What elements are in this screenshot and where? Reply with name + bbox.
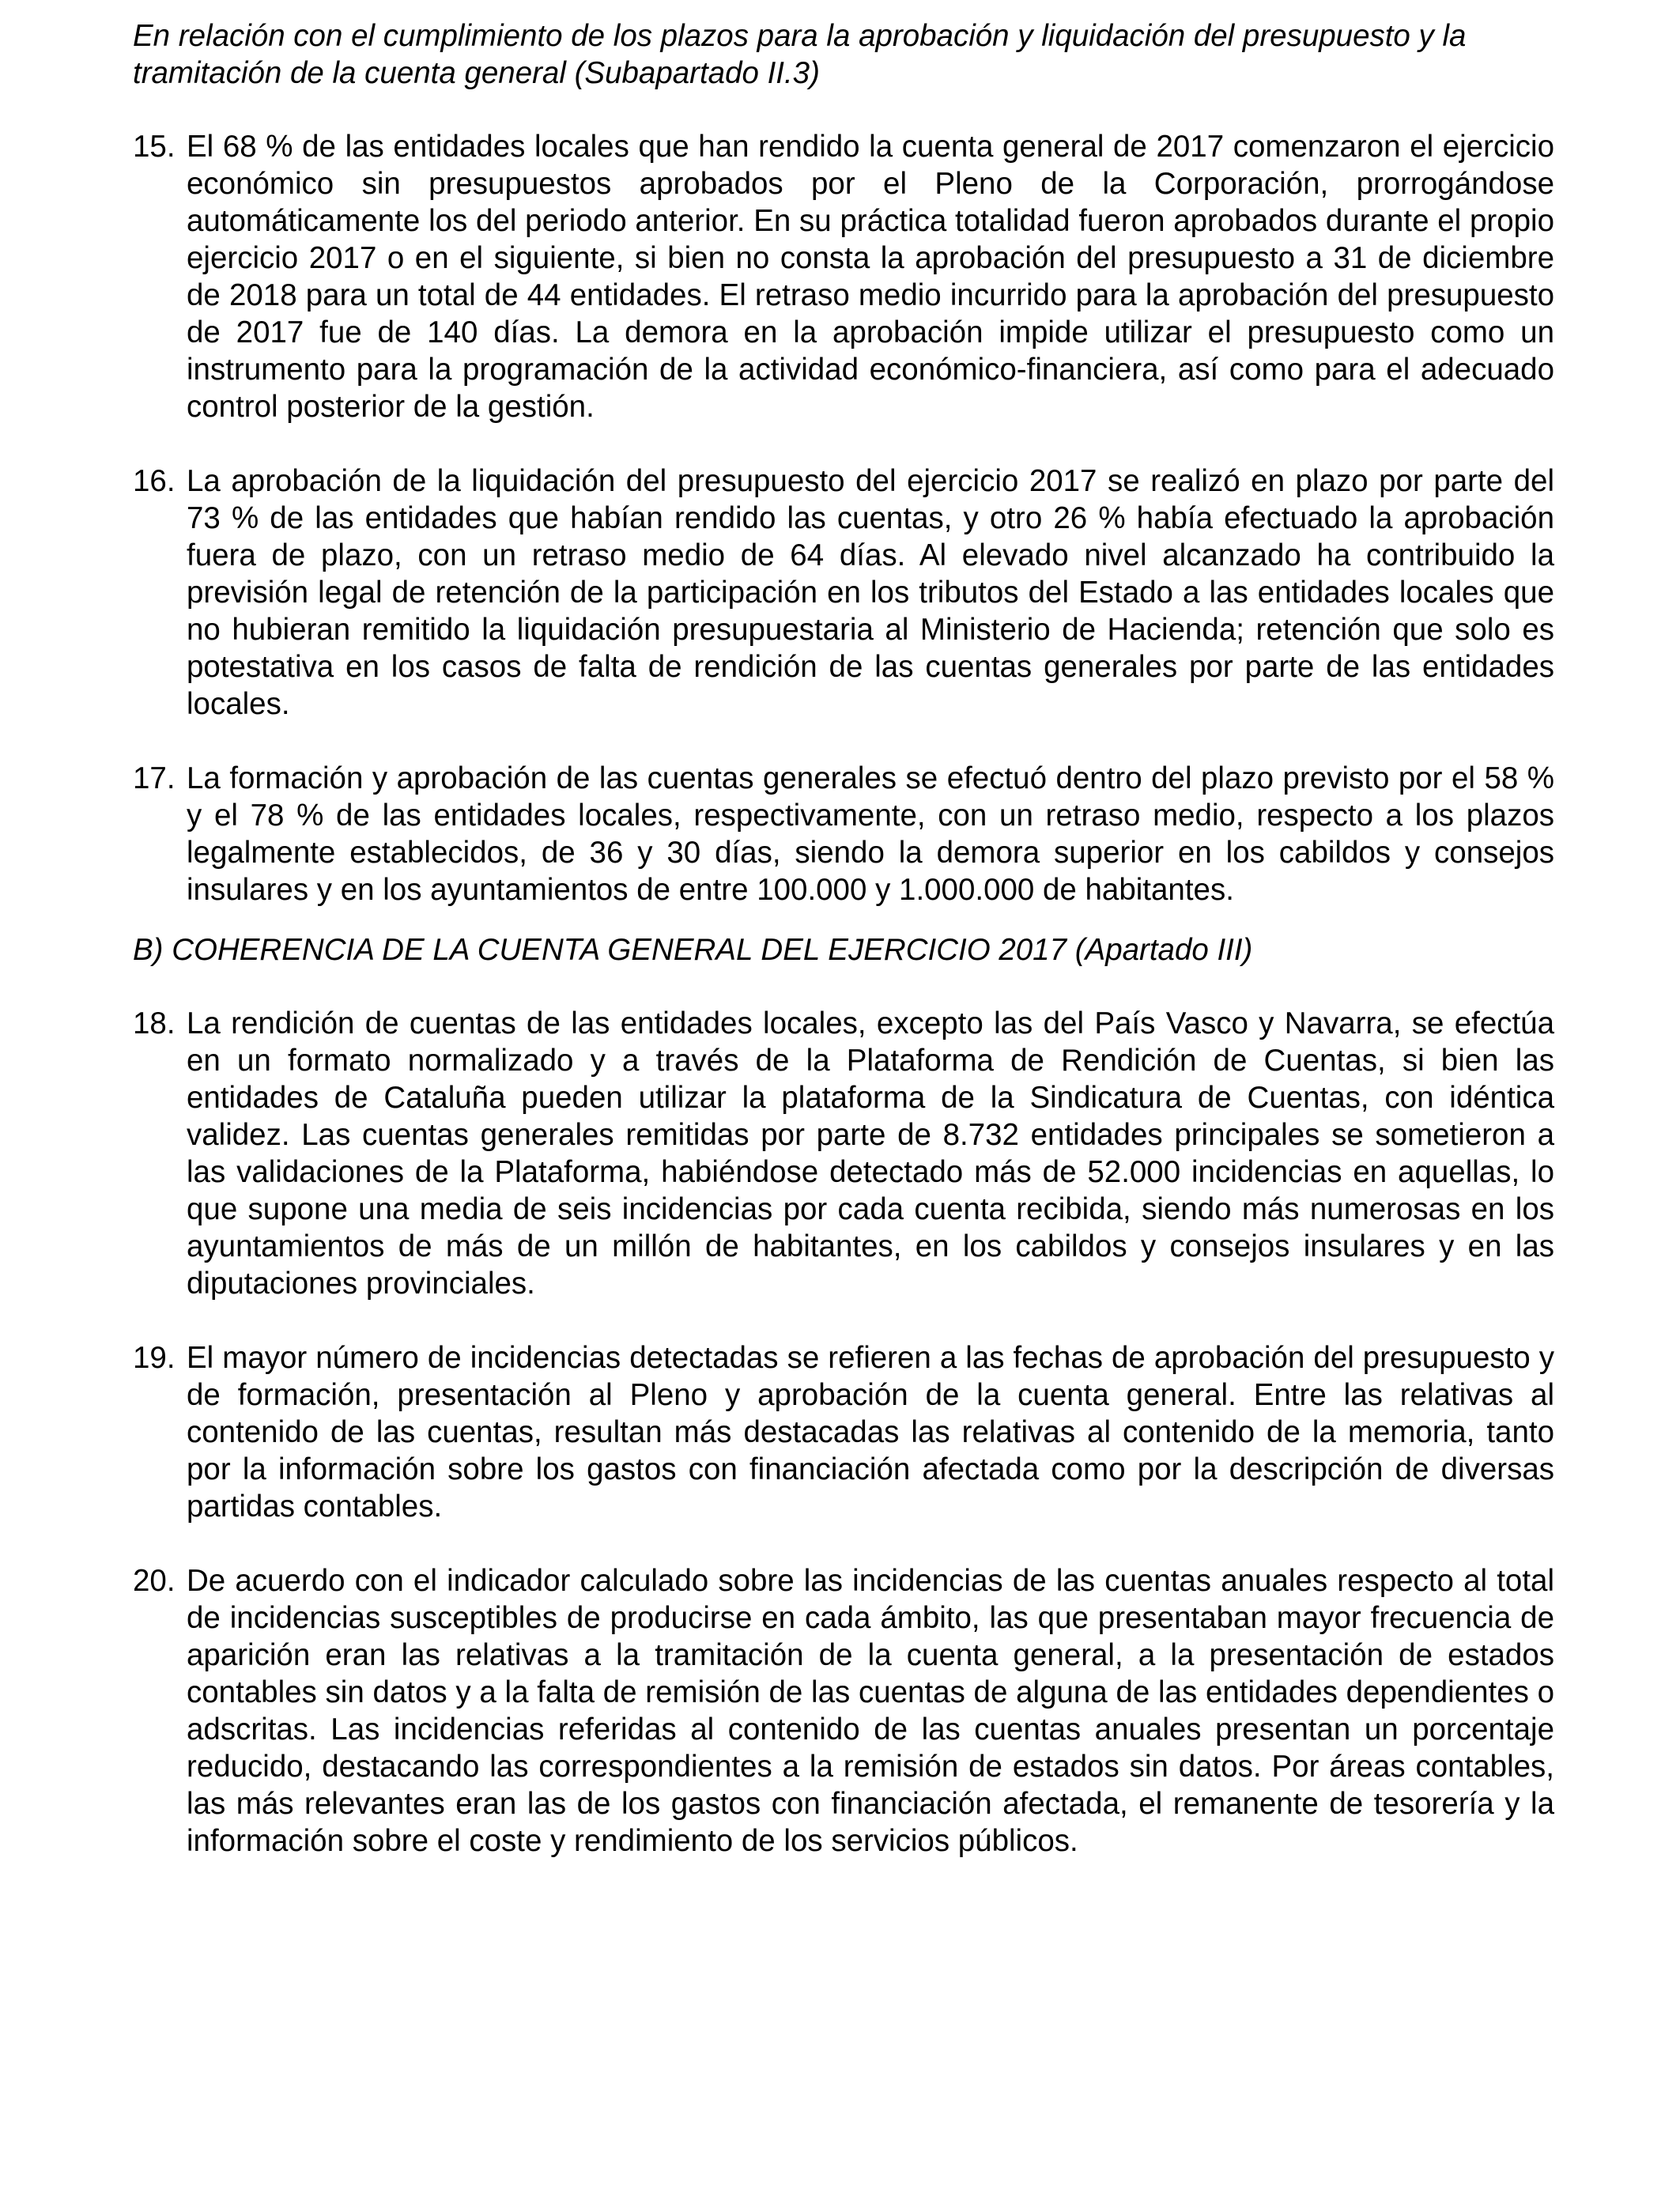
paragraph-text: La aprobación de la liquidación del presupuesto del ejercicio 2017 se realizó en plazo por parte del 73 % de las entidades que habían rendido las cuentas, y otro 26 % había efectuado la aprobación fuera de plazo, con un retraso medio de 64 días. Al elevado nivel alcanzado ha contribuido la previsión legal de retención de la participación en los tributos del Estado a las entidades locales que no hubieran remitido la liquidación presupuestaria al Ministerio de Hacienda; retención que solo es potestativa en los casos de falta de rendición de las cuentas generales por parte de las entidades locales. xyxy=(187,464,1554,721)
paragraph-number: 18. xyxy=(133,1006,176,1040)
paragraph-number: 16. xyxy=(133,464,176,498)
paragraph-text: De acuerdo con el indicador calculado sobre las incidencias de las cuentas anuales respecto al total de incidencias susceptibles de producirse en cada ámbito, las que presentaban mayor frecuencia de aparición eran las relativas a la tramitación de la cuenta general, a la presentación de estados contables sin datos y a la falta de remisión de las cuentas de alguna de las entidades dependientes o adscritas. Las incidencias referidas al contenido de las cuentas anuales presentan un porcentaje reducido, destacando las correspondientes a la remisión de estados sin datos. Por áreas contables, las más relevantes eran las de los gastos con financiación afectada, el remanente de tesorería y la información sobre el coste y rendimiento de los servicios públicos. xyxy=(187,1564,1554,1858)
paragraph-16 xyxy=(133,463,1554,723)
paragraph-17 xyxy=(133,760,1554,908)
paragraph-19 xyxy=(133,1339,1554,1525)
paragraph-text: La formación y aprobación de las cuentas generales se efectuó dentro del plazo previsto por el 58 % y el 78 % de las entidades locales, respectivamente, con un retraso medio, respecto a los plazos legalmente establecidos, de 36 y 30 días, siendo la demora superior en los cabildos y consejos insulares y en los ayuntamientos de entre 100.000 y 1.000.000 de habitantes. xyxy=(187,761,1554,907)
paragraph-text: El mayor número de incidencias detectadas se refieren a las fechas de aprobación del presupuesto y de formación, presentación al Pleno y aprobación de la cuenta general. Entre las relativas al contenido de las cuentas, resultan más destacadas las relativas al contenido de la memoria, tanto por la información sobre los gastos con financiación afectada como por la descripción de diversas partidas contables. xyxy=(187,1341,1554,1524)
paragraph-18 xyxy=(133,1005,1554,1302)
section-intro-heading: En relación con el cumplimiento de los plazos para la aprobación y liquidación del presupuesto y la tramitación de la cuenta general (Subapartado II.3) xyxy=(133,19,1467,90)
paragraph-text: La rendición de cuentas de las entidades locales, excepto las del País Vasco y Navarra, se efectúa en un formato normalizado y a través de la Plataforma de Rendición de Cuentas, si bien las entidades de Cataluña pueden utilizar la plataforma de la Sindicatura de Cuentas, con idéntica validez. Las cuentas generales remitidas por parte de 8.732 entidades principales se sometieron a las validaciones de la Plataforma, habiéndose detectado más de 52.000 incidencias en aquellas, lo que supone una media de seis incidencias por cada cuenta recibida, siendo más numerosas en los ayuntamientos de más de un millón de habitantes, en los cabildos y consejos insulares y en las diputaciones provinciales. xyxy=(187,1006,1554,1301)
paragraph-number: 17. xyxy=(133,761,176,795)
paragraph-number: 19. xyxy=(133,1341,176,1375)
paragraph-number: 15. xyxy=(133,130,176,164)
paragraph-number: 20. xyxy=(133,1564,176,1598)
paragraph-text: El 68 % de las entidades locales que han rendido la cuenta general de 2017 comenzaron el ejercicio económico sin presupuestos aprobados por el Pleno de la Corporación, prorrogándose automáticamente los del periodo anterior. En su práctica totalidad fueron aprobados durante el propio ejercicio 2017 o en el siguiente, si bien no consta la aprobación del presupuesto a 31 de diciembre de 2018 para un total de 44 entidades. El retraso medio incurrido para la aprobación del presupuesto de 2017 fue de 140 días. La demora en la aprobación impide utilizar el presupuesto como un instrumento para la programación de la actividad económico-financiera, así como para el adecuado control posterior de la gestión. xyxy=(187,130,1554,424)
paragraph-15 xyxy=(133,128,1554,425)
document-page xyxy=(133,17,1554,1860)
section-b-heading: B) COHERENCIA DE LA CUENTA GENERAL DEL EJERCICIO 2017 (Apartado III) xyxy=(133,933,1253,967)
paragraph-20 xyxy=(133,1562,1554,1860)
